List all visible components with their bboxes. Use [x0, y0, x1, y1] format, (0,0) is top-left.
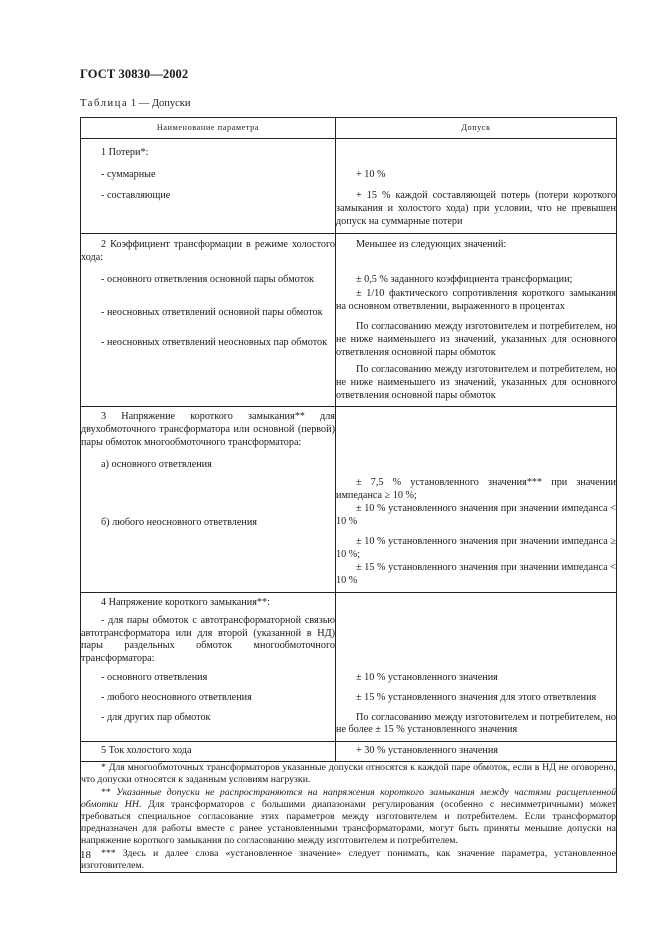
table-row-no-load-current [81, 742, 617, 762]
table-row-losses [81, 138, 617, 234]
tolerance-value: ± 10 % установленного значения при значении импеданса < 10 % [336, 503, 616, 528]
footnote-2-text: Для трансформаторов с большими диапазонами регулирования (особенно с несимметричными) может требоваться специальное согласование этих параметров между изготовителем и потребителем. Если трансформатор предназначен для работы вместе с ранее установленными трансформаторами, могут быть приняты меньшие допуски на напряжение короткого замыкания по согласованию между изготовителем и потребителем. [81, 798, 616, 847]
cell-tolerance [336, 234, 617, 407]
section-title: 5 Ток холостого хода [101, 745, 192, 757]
table-header-row [81, 118, 617, 139]
cell-tolerance [336, 742, 617, 762]
tolerance-value: ± 7,5 % установленного значения*** при значении импеданса ≥ 10 %; [336, 477, 616, 502]
param-label: - составляющие [101, 189, 171, 201]
tolerance-value: + 10 % [356, 168, 386, 180]
footnote-2 [81, 787, 616, 848]
table-row-short-circuit-voltage [81, 407, 617, 592]
cell-parameter [81, 407, 336, 592]
param-label: - суммарные [101, 168, 156, 180]
table-notes [81, 762, 617, 873]
table-notes-row [81, 762, 617, 873]
tolerance-value: ± 15 % установленного значения для этого ответвления [356, 691, 597, 703]
tolerance-value: ± 1/10 фактического сопротивления короткого замыкания на основном ответвлении, выраженного в процентах [336, 288, 616, 313]
column-header-tolerance: Допуск [336, 118, 617, 139]
cell-tolerance [336, 592, 617, 742]
footnote-1: * Для многообмоточных трансформаторов указанные допуски относятся к каждой паре обмоток, если в НД не оговорено, что допуски относятся к заданным условиям нагрузки. [81, 762, 616, 786]
cell-tolerance [336, 138, 617, 234]
param-label: - любого неосновного ответвления [101, 692, 252, 704]
tolerance-value: ± 15 % установленного значения при значении импеданса < 10 % [336, 561, 616, 586]
cell-tolerance [336, 407, 617, 592]
cell-parameter [81, 592, 336, 742]
param-label: - для других пар обмоток [101, 712, 211, 724]
page-number: 18 [80, 849, 91, 861]
section-title: 3 Напряжение короткого замыкания** для двухобмоточного трансформатора или основной (первой) пары обмоток многообмоточного трансформатора: [81, 411, 335, 449]
param-label: - основного ответвления [101, 672, 208, 684]
cell-parameter [81, 234, 336, 407]
table-caption [80, 98, 191, 109]
tolerance-value: По согласованию между изготовителем и потребителем, но не более ± 15 % установленного значения [336, 711, 616, 736]
table-caption-title: 1 — Допуски [128, 98, 191, 109]
tolerance-value: По согласованию между изготовителем и потребителем, но не ниже наименьшего из значений, указанных для основного ответвления основной пары обмоток [336, 363, 616, 401]
param-label: а) основного ответвления [101, 459, 212, 471]
tolerance-value: + 30 % установленного значения [356, 745, 498, 757]
table-caption-label: Таблица [80, 98, 129, 109]
section-title: 2 Коэффициент трансформации в режиме холостого хода: [81, 239, 335, 264]
param-label: - неосновных ответвлений неосновных пар обмоток [101, 337, 328, 349]
param-label: - неосновных ответвлений основной пары обмоток [101, 307, 323, 319]
tolerance-value: + 15 % каждой составляющей потерь (потери короткого замыкания и холостого хода) при условии, что не превышен допуск на суммарные потери [336, 189, 616, 227]
footnote-3: *** Здесь и далее слова «установленное значение» следует понимать, как значение параметра, установленное изготовителем. [81, 847, 616, 871]
table-row-transformation-ratio [81, 234, 617, 407]
tolerance-value: ± 10 % установленного значения [356, 671, 498, 683]
tolerance-value: Меньшее из следующих значений: [356, 239, 507, 251]
table-row-short-circuit-voltage-other [81, 592, 617, 742]
section-title: 1 Потери*: [101, 146, 149, 158]
document-code: ГОСТ 30830—2002 [80, 67, 189, 81]
tolerance-value: ± 0,5 % заданного коэффициента трансформации; [356, 274, 573, 286]
footnote-2-italic: Указанные допуски не распространяются на напряжения короткого замыкания между частями расщепленной обмотки НН. [81, 786, 616, 810]
param-label: б) любого неосновного ответвления [101, 517, 257, 529]
tolerance-value: ± 10 % установленного значения при значении импеданса ≥ 10 %; [336, 536, 616, 561]
tolerances-table [80, 117, 617, 873]
param-sublabel: - для пары обмоток с автотрансформаторной связью автотрансформатора или для второй (указанной в НД) пары раздельных обмоток многообмоточного трансформатора: [81, 614, 335, 665]
tolerance-value: По согласованию между изготовителем и потребителем, но не ниже наименьшего из значений, указанных для основного ответвления основной пары обмоток [336, 321, 616, 358]
section-title: 4 Напряжение короткого замыкания**: [101, 596, 270, 608]
cell-parameter [81, 138, 336, 234]
cell-parameter [81, 742, 336, 762]
param-label: - основного ответвления основной пары обмоток [101, 274, 315, 286]
footnote-2-mark: ** [101, 786, 117, 798]
column-header-parameter: Наименование параметра [81, 118, 336, 139]
